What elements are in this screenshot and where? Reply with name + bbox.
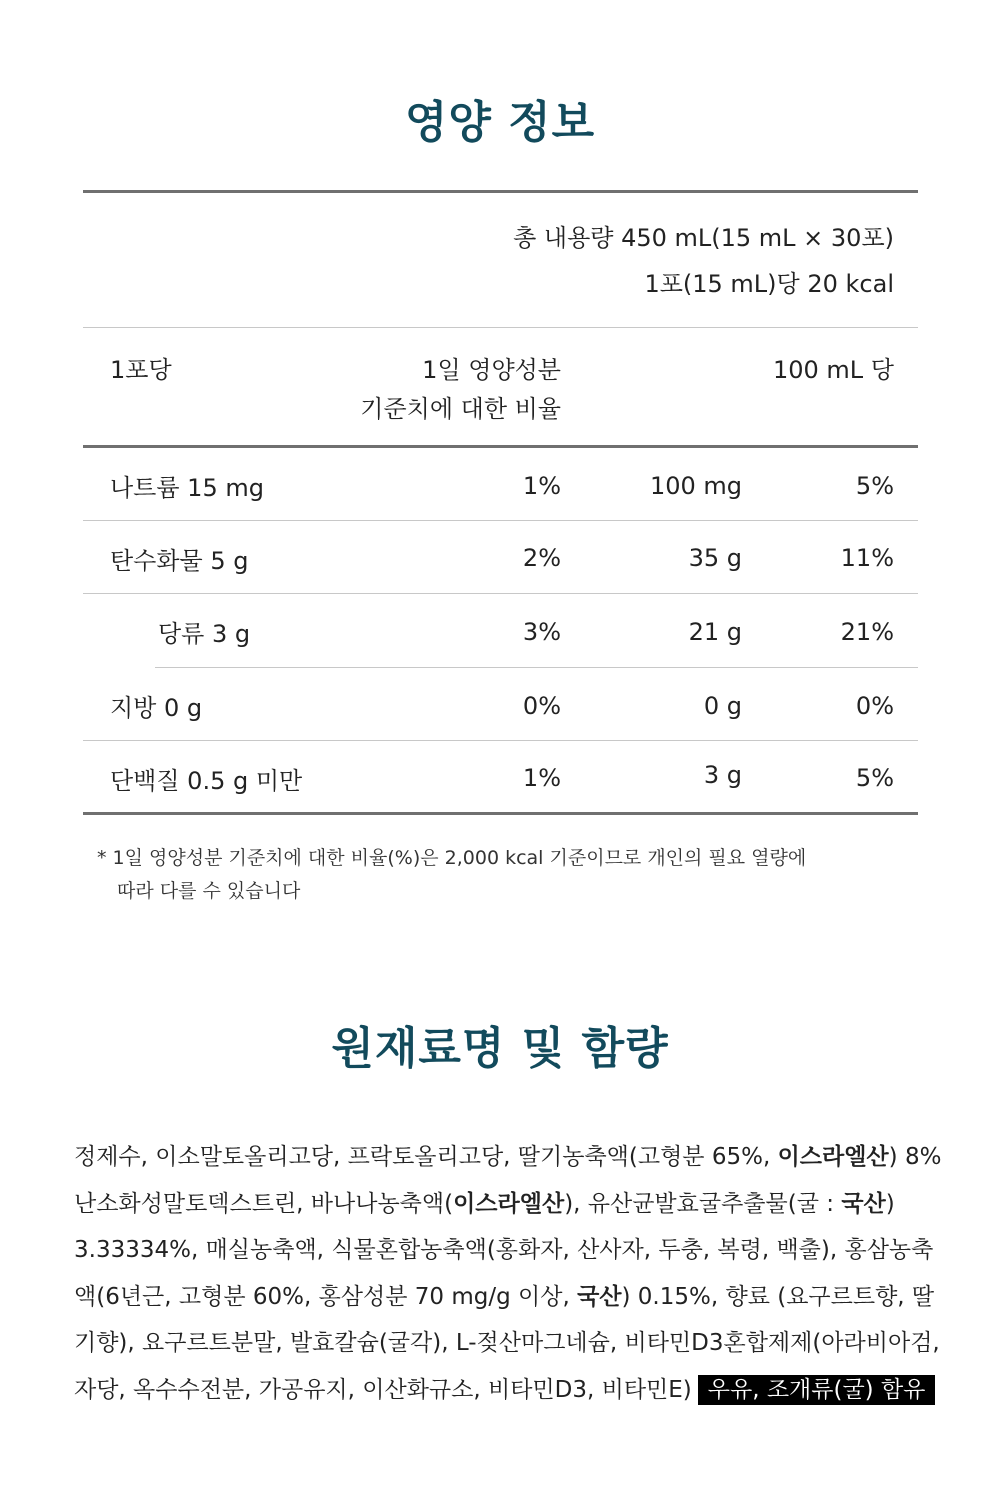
- origin-bold: 이스라엘산: [777, 1144, 889, 1170]
- ingredients-title: 원재료명 및 함량: [331, 1023, 669, 1074]
- header-rule: [83, 327, 918, 328]
- row-fat-per100: 0 g: [703, 692, 742, 720]
- header-daily-value-1: 1일 영양성분: [422, 356, 561, 384]
- table-bottom-rule: [83, 812, 918, 815]
- row-rule: [83, 740, 918, 741]
- row-protein-per100: 3 g: [703, 761, 742, 789]
- row-fat-name: 지방 0 g: [110, 694, 203, 722]
- nutrition-title: 영양 정보: [404, 97, 596, 148]
- per-serving-kcal: 1포(15 mL)당 20 kcal: [644, 270, 894, 298]
- allergy-badge: 우유, 조개류(굴) 함유: [698, 1375, 936, 1405]
- row-protein-dv: 1%: [522, 764, 561, 792]
- ingredients-text: [74, 1134, 944, 1413]
- ingredients-part: ) 0.15%, 향료 (요구르트향, 딸기향), 요구르트분말, 발효칼슘(굴각), L-젖산마그네슘, 비타민D3혼합제제(아라비아검, 자당, 옥수수전분, 가공유지, 이산화규소, 비타민D3, 비타민E): [74, 1283, 940, 1403]
- ingredients-part: 정제수, 이소말토올리고당, 프락토올리고당, 딸기농축액(고형분 65%,: [74, 1144, 778, 1170]
- row-sugars-name: 당류 3 g: [158, 620, 251, 648]
- row-carbs-dv100: 11%: [840, 544, 894, 572]
- row-sugars-per100: 21 g: [688, 618, 742, 646]
- row-sodium-dv: 1%: [522, 472, 561, 500]
- row-rule: [83, 593, 918, 594]
- footnote-line-2: 따라 다를 수 있습니다: [117, 880, 301, 903]
- row-fat-dv: 0%: [522, 692, 561, 720]
- header-daily-value-2: 기준치에 대한 비율: [360, 395, 561, 423]
- row-carbs-per100: 35 g: [688, 544, 742, 572]
- header-per-pack: 1포당: [110, 356, 172, 384]
- total-content: 총 내용량 450 mL(15 mL × 30포): [513, 224, 894, 252]
- row-carbs-name: 탄수화물 5 g: [110, 547, 249, 575]
- row-sodium-dv100: 5%: [855, 472, 894, 500]
- row-sodium-per100: 100 mg: [649, 472, 742, 500]
- row-fat-dv100: 0%: [855, 692, 894, 720]
- table-top-rule: [83, 190, 918, 193]
- row-carbs-dv: 2%: [522, 544, 561, 572]
- ingredients-part: ), 유산균발효굴추출물(굴 :: [564, 1190, 842, 1217]
- row-rule: [155, 667, 918, 668]
- ingredients-part: ) 8% 난소화성말토덱스트린, 바나나농축액(: [74, 1144, 942, 1217]
- row-sugars-dv: 3%: [522, 618, 561, 646]
- row-protein-name: 단백질 0.5 g 미만: [110, 767, 303, 795]
- origin-bold: 이스라엘산: [453, 1190, 565, 1217]
- origin-bold: 국산: [577, 1283, 622, 1310]
- header-bottom-rule: [83, 445, 918, 448]
- ingredients-part: ) 3.33334%, 매실농축액, 식물혼합농축액(홍화자, 산사자, 두충, 복령, 백출), 홍삼농축액(6년근, 고형분 60%, 홍삼성분 70 mg/g 이상,: [74, 1190, 934, 1310]
- header-per-100ml: 100 mL 당: [772, 356, 894, 384]
- row-protein-dv100: 5%: [855, 764, 894, 792]
- footnote: [97, 842, 806, 909]
- row-rule: [83, 520, 918, 521]
- row-sugars-dv100: 21%: [840, 618, 894, 646]
- origin-bold: 국산: [841, 1190, 886, 1217]
- row-sodium-name: 나트륨 15 mg: [110, 474, 264, 502]
- footnote-line-1: * 1일 영양성분 기준치에 대한 비율(%)은 2,000 kcal 기준이므로 개인의 필요 열량에: [97, 847, 807, 869]
